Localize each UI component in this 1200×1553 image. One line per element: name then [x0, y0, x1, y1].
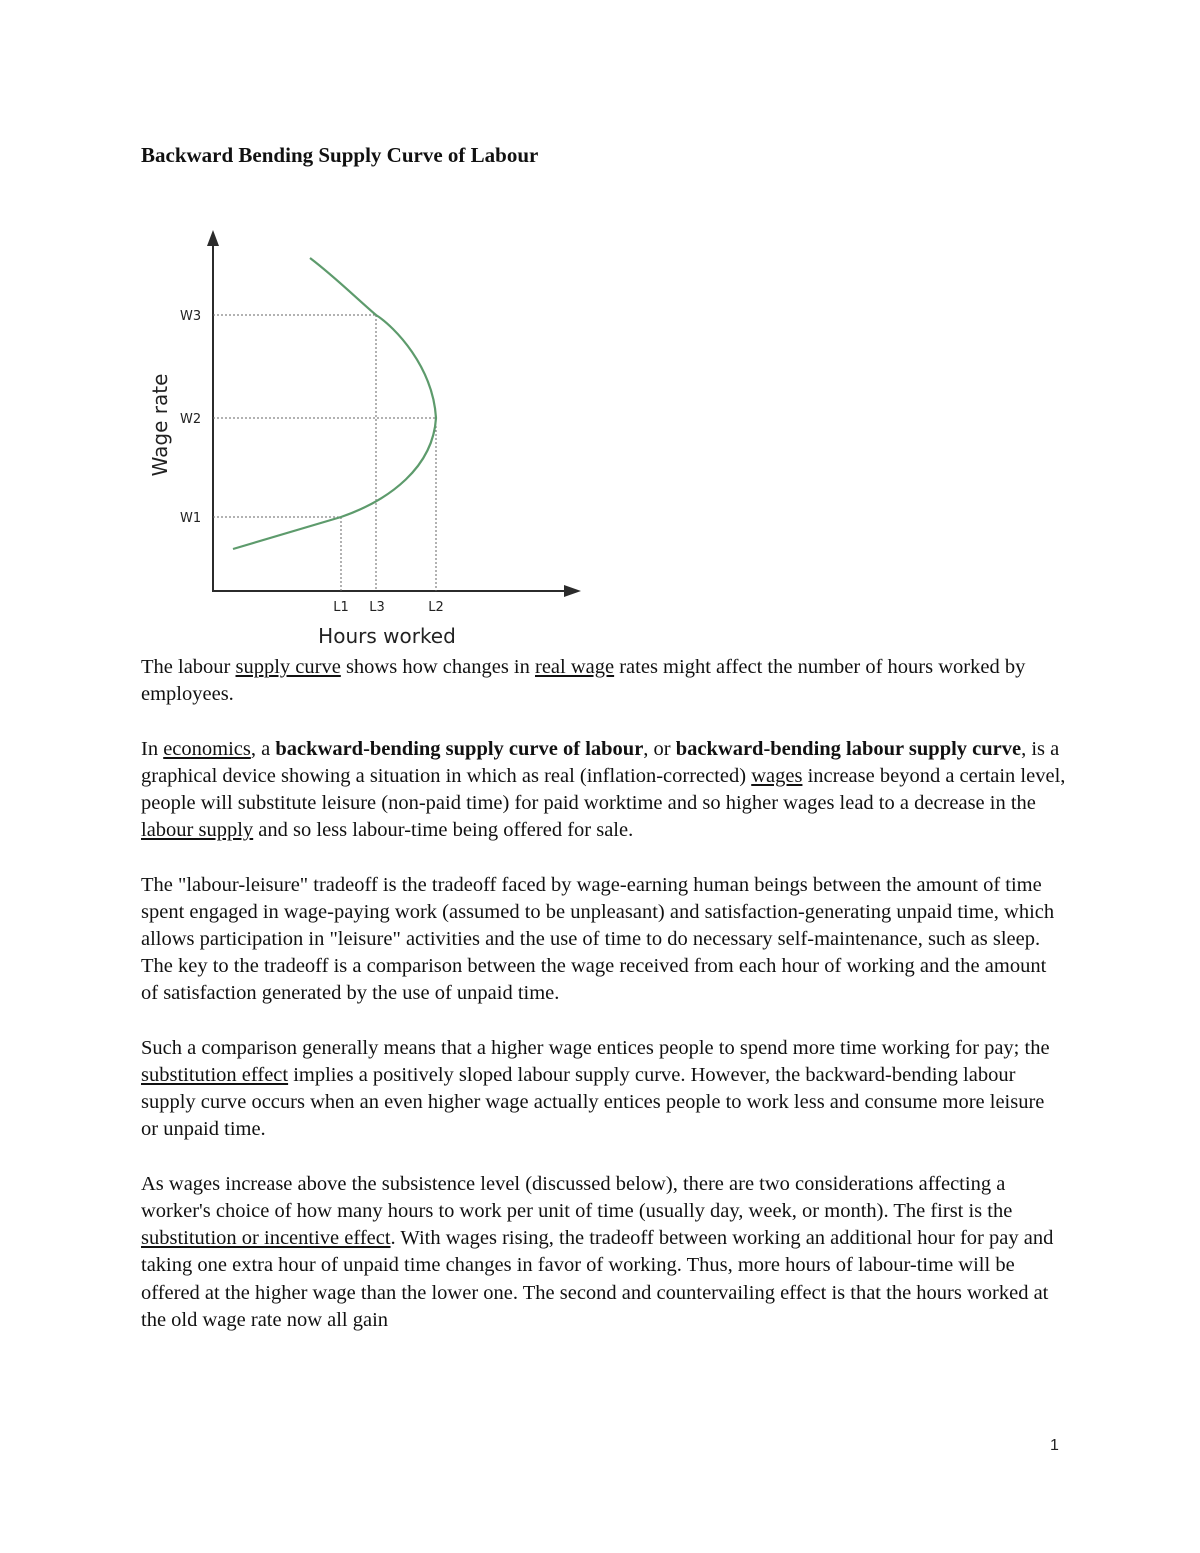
paragraph — [141, 654, 1066, 708]
text-run: increase beyond a certain level, people will substitute leisure (non-paid time) for paid worktime and so higher wages lead to a decrease in the — [141, 764, 1066, 814]
page-number: 1 — [1050, 1437, 1059, 1454]
paragraph — [141, 872, 1066, 1008]
inline-link[interactable]: real wage — [535, 656, 615, 678]
text-run: As wages increase above the subsistence level (discussed below), there are two considerations affecting a worker's choice of how many hours to work per unit of time (usually day, week, or month). The first is the — [141, 1172, 1013, 1222]
body-text — [141, 654, 1066, 1361]
inline-link[interactable]: substitution or incentive effect — [141, 1227, 391, 1250]
x-axis-title: Hours worked — [318, 624, 456, 648]
text-run: implies a positively sloped labour supply curve. However, the backward-bending labour supply curve occurs when an even higher wage actually entices people to work less and consume more leisure or unpaid time. — [141, 1064, 1045, 1141]
bold-term: backward-bending supply curve of labour — [275, 737, 644, 760]
text-run: , or — [643, 737, 676, 760]
y-axis-title: Wage rate — [148, 373, 172, 477]
text-run: The labour — [141, 656, 236, 678]
text-run: , is a graphical device showing a situation in which as real (inflation-corrected) — [141, 737, 1060, 787]
y-tick-w3: W3 — [180, 309, 202, 324]
text-run: and so less labour-time being offered for sale. — [253, 819, 634, 842]
paragraph — [141, 1035, 1066, 1144]
text-run: , a — [250, 737, 276, 760]
inline-link[interactable]: substitution effect — [141, 1064, 289, 1086]
inline-link[interactable]: supply curve — [235, 656, 341, 678]
inline-link[interactable]: economics — [163, 737, 251, 760]
bold-term: backward-bending labour supply curve — [675, 737, 1022, 760]
inline-link[interactable]: labour supply — [141, 819, 254, 842]
x-tick-l1: L1 — [333, 600, 349, 615]
paragraph — [141, 1171, 1066, 1334]
labour-supply-diagram — [140, 222, 590, 652]
text-run: Such a comparison generally means that a higher wage entices people to spend more time working for pay; the — [141, 1036, 1050, 1059]
text-run: In — [141, 737, 164, 760]
text-run: shows how changes in — [340, 656, 535, 678]
paragraph — [141, 736, 1066, 845]
x-tick-l3: L3 — [369, 600, 385, 615]
labour-supply-figure — [140, 222, 590, 652]
x-axis-arrow-icon — [564, 585, 581, 597]
y-tick-w2: W2 — [180, 412, 202, 427]
text-run: rates might affect the number of hours worked by employees. — [141, 656, 1026, 706]
x-tick-l2: L2 — [428, 600, 444, 615]
y-axis-arrow-icon — [207, 230, 219, 246]
inline-link[interactable]: wages — [751, 764, 803, 787]
page-title: Backward Bending Supply Curve of Labour — [141, 143, 539, 167]
y-tick-w1: W1 — [180, 511, 202, 526]
text-run: . With wages rising, the tradeoff between working an additional hour for pay and taking one extra hour of unpaid time changes in favor of working. Thus, more hours of labour-time will be offered at the higher wage than the lower one. The second and countervailing effect is that the hours worked at the old wage rate now all gain — [141, 1227, 1054, 1331]
text-run: The "labour-leisure" tradeoff is the tradeoff faced by wage-earning human beings between the amount of time spent engaged in wage-paying work (assumed to be unpleasant) and satisfaction-generating unpaid time, which allows participation in "leisure" activities and the use of time to do necessary self-maintenance, such as sleep. The key to the tradeoff is a comparison between the wage received from each hour of working and the amount of satisfaction generated by the use of unpaid time. — [141, 873, 1055, 1005]
supply-curve — [233, 258, 436, 549]
